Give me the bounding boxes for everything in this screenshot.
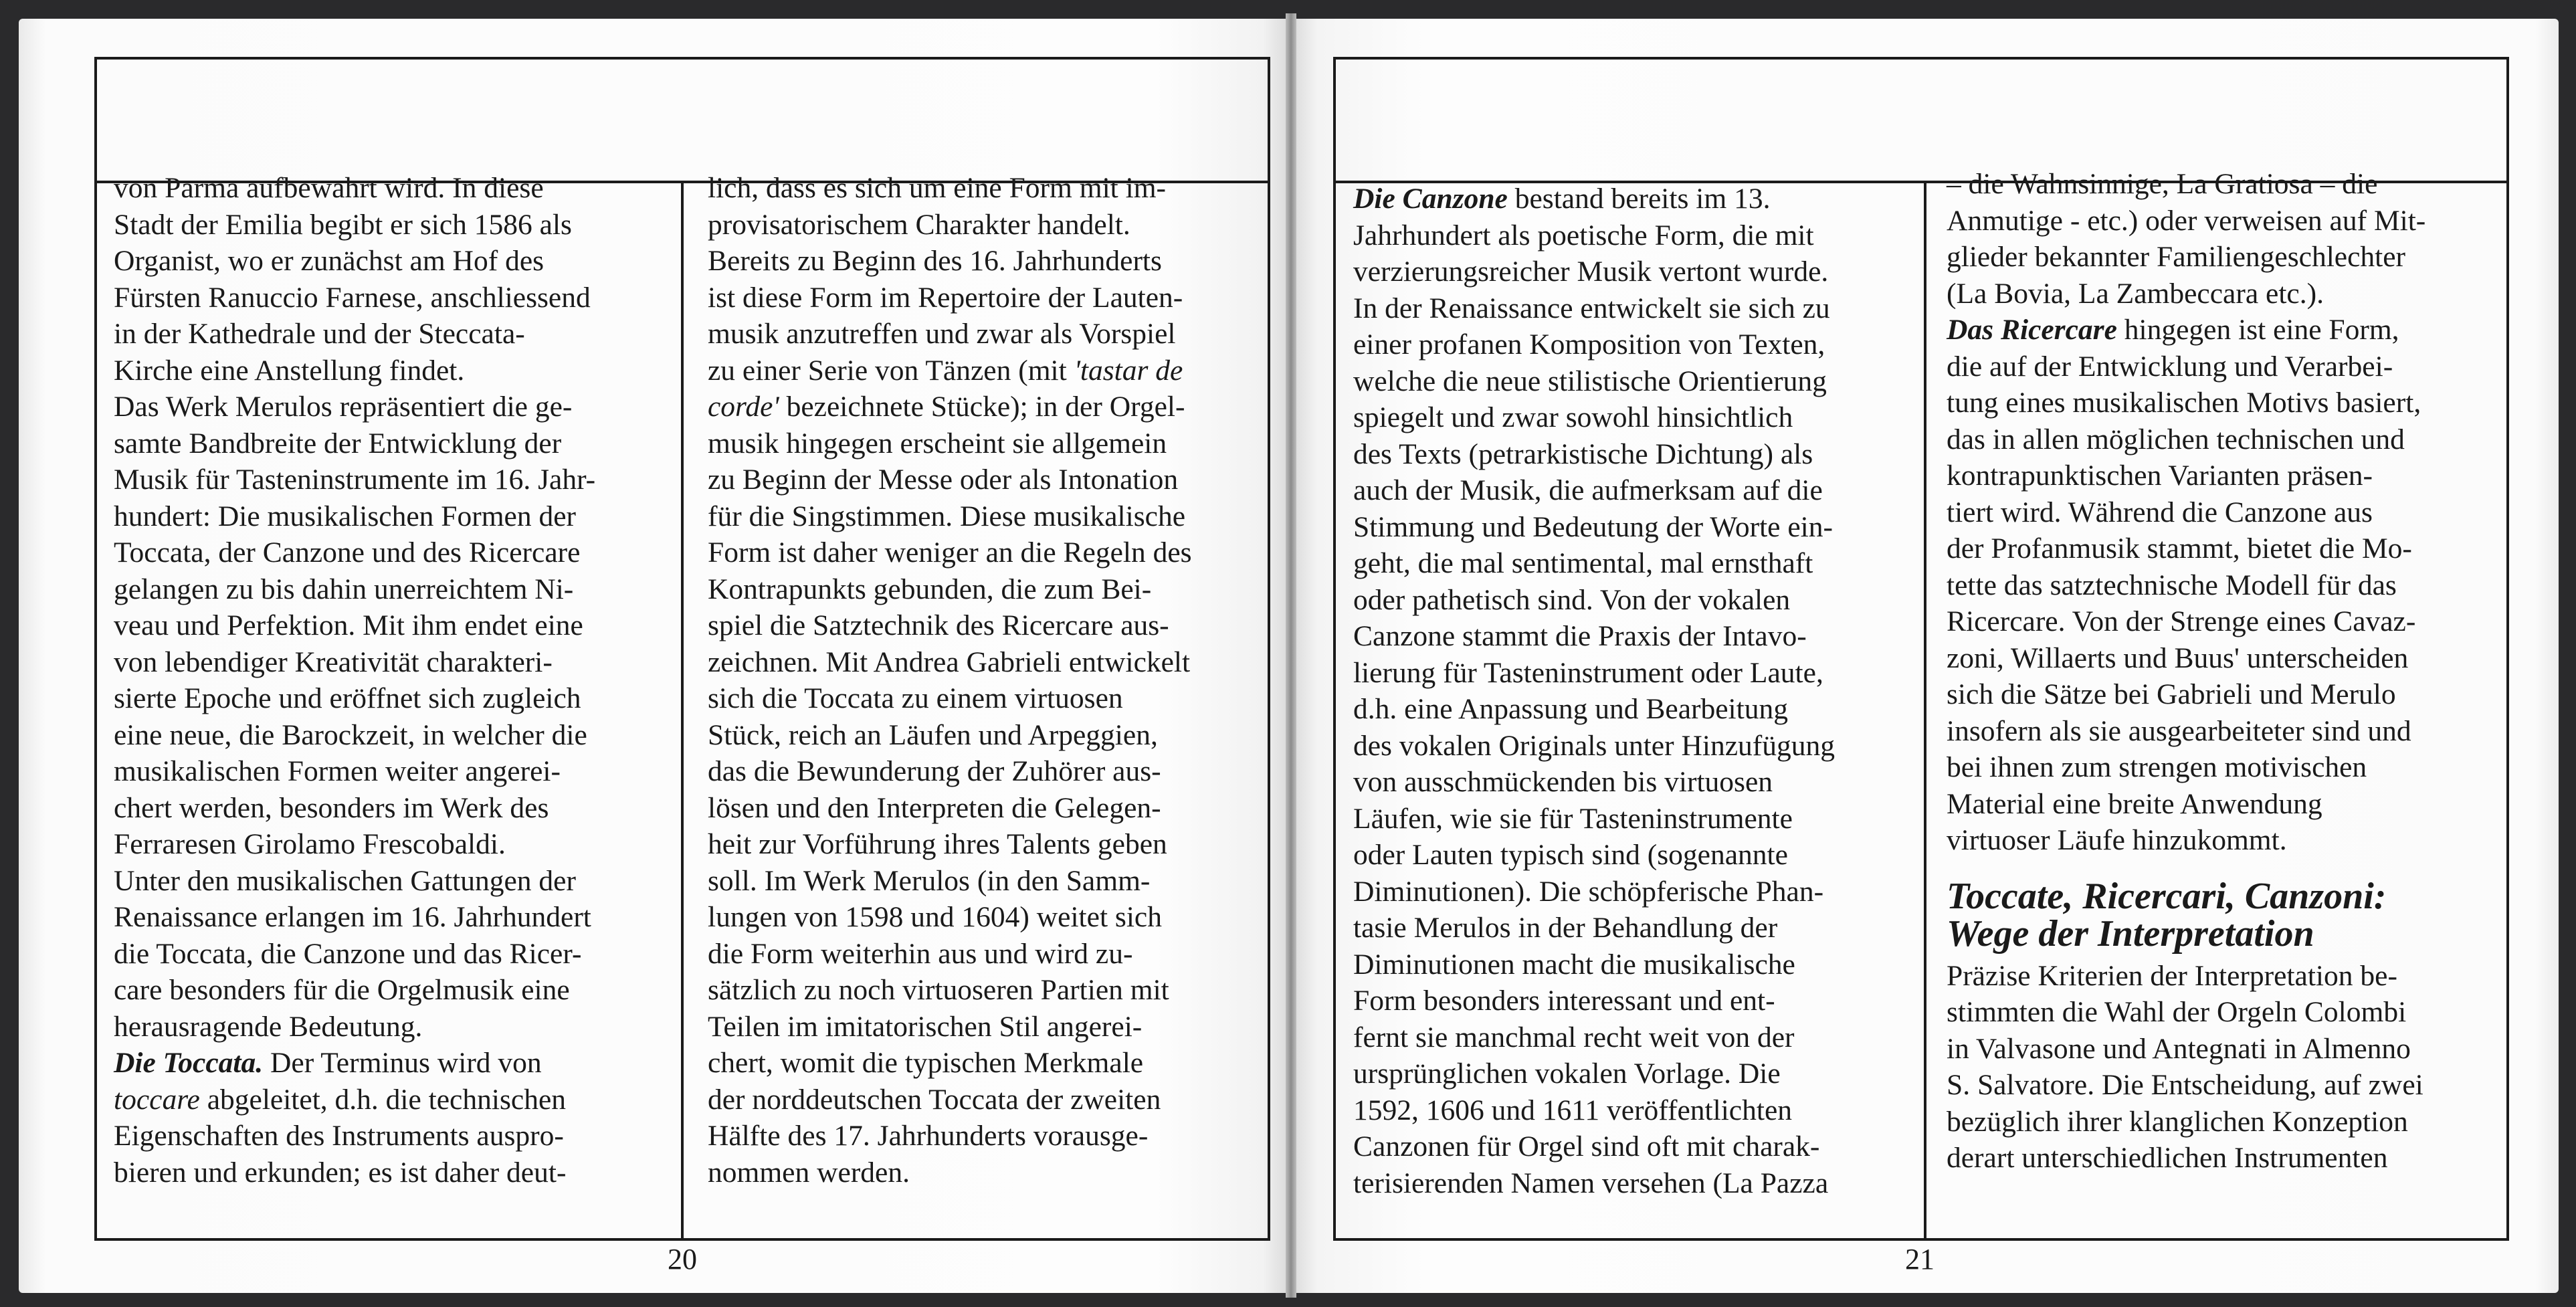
line-text: zu Beginn der Messe oder als Intonation: [708, 464, 1179, 496]
line-text: Musik für Tasteninstrumente im 16. Jahr-: [114, 464, 596, 496]
text-line: [1947, 786, 2502, 823]
line-text: Anmutige - etc.) oder verweisen auf Mit-: [1947, 204, 2426, 237]
italic-term: corde': [708, 391, 779, 423]
text-line: [708, 462, 1263, 498]
text-line: [1947, 958, 2502, 995]
line-text: glieder bekannter Familiengeschlechter: [1947, 241, 2406, 273]
text-line: [1947, 713, 2502, 750]
text-line: [1353, 181, 1918, 217]
section-lead: Das Ricercare: [1947, 314, 2117, 346]
line-text: von ausschmückenden bis virtuosen: [1353, 766, 1773, 798]
text-line: [1353, 691, 1918, 728]
text-line: [1353, 764, 1918, 801]
line-text: sich die Sätze bei Gabrieli und Merulo: [1947, 678, 2396, 710]
line-text: des vokalen Originals unter Hinzufügung: [1353, 729, 1836, 762]
text-line: [114, 316, 676, 353]
line-text: fernt sie manchmal recht weit von der: [1353, 1021, 1795, 1053]
text-line: [114, 207, 676, 243]
line-text: Das Werk Merulos repräsentiert die ge-: [114, 391, 573, 423]
line-text: Diminutionen). Die schöpferische Phan-: [1353, 875, 1824, 908]
text-line: [1947, 1104, 2502, 1140]
text-line: [114, 1154, 676, 1191]
line-text: Form ist daher weniger an die Regeln des: [708, 536, 1192, 569]
heading-spacer: [1947, 859, 2502, 878]
line-text: tasie Merulos in der Behandlung der: [1353, 912, 1778, 944]
line-text: Unter den musikalischen Gattungen der: [114, 864, 576, 897]
line-text: der Profanmusik stammt, bietet die Mo-: [1947, 532, 2412, 565]
line-text: welche die neue stilistische Orientierung: [1353, 365, 1827, 397]
text-line: [1353, 983, 1918, 1019]
text-line: [708, 170, 1263, 207]
line-text: sätzlich zu noch virtuoseren Partien mit: [708, 974, 1169, 1006]
text-line: [708, 207, 1263, 243]
text-line: [114, 607, 676, 644]
text-line: [1947, 603, 2502, 640]
line-text: heit zur Vorführung ihres Talents geben: [708, 828, 1167, 860]
line-text: von lebendiger Kreativität charakteri-: [114, 645, 553, 678]
text-line: [1947, 312, 2502, 348]
line-text: Hälfte des 17. Jahrhunderts vorausge-: [708, 1120, 1149, 1152]
text-line: [1353, 837, 1918, 874]
line-text: insofern als sie ausgearbeiteter sind und: [1947, 714, 2411, 747]
line-text: In der Renaissance entwickelt sie sich zu: [1353, 292, 1830, 324]
line-text: geht, die mal sentimental, mal ernsthaft: [1353, 547, 1813, 579]
section-lead: Die Toccata.: [114, 1047, 264, 1079]
text-line: [1353, 946, 1918, 983]
line-text: des Texts (petrarkistische Dichtung) als: [1353, 437, 1813, 470]
line-text: Canzone stammt die Praxis der Intavo-: [1353, 620, 1807, 652]
line-text: musik anzutreffen und zwar als Vorspiel: [708, 318, 1176, 350]
text-line: [708, 717, 1263, 754]
text-line: [1947, 494, 2502, 531]
line-text: care besonders für die Orgelmusik eine: [114, 974, 570, 1006]
left-page-column-2: [708, 170, 1263, 1191]
text-line: [708, 680, 1263, 717]
text-line: [1353, 436, 1918, 473]
line-text: einer profanen Komposition von Texten,: [1353, 328, 1825, 361]
text-line: [1353, 728, 1918, 765]
text-line: [114, 680, 676, 717]
line-text: hundert: Die musikalischen Formen der: [114, 500, 577, 532]
line-text: ist diese Form im Repertoire der Lauten-: [708, 281, 1183, 314]
line-text: das in allen möglichen technischen und: [1947, 423, 2405, 456]
text-line: [1947, 1140, 2502, 1177]
text-line: [708, 243, 1263, 280]
line-text: oder Lauten typisch sind (sogenannte: [1353, 839, 1788, 871]
text-line: [1353, 618, 1918, 655]
line-text: bestand bereits im 13.: [1507, 183, 1771, 215]
text-line: [114, 534, 676, 571]
line-text: lösen und den Interpreten die Gelegen-: [708, 791, 1161, 824]
text-line: [1353, 217, 1918, 254]
line-text: Präzise Kriterien der Interpretation be-: [1947, 959, 2397, 992]
line-text: derart unterschiedlichen Instrumenten: [1947, 1142, 2388, 1174]
text-line: [114, 1118, 676, 1154]
italic-term: toccare: [114, 1083, 200, 1116]
line-text: Bereits zu Beginn des 16. Jahrhunderts: [708, 245, 1162, 277]
text-line: [1947, 567, 2502, 604]
line-text: Kirche eine Anstellung findet.: [114, 354, 465, 387]
text-line: [708, 1082, 1263, 1118]
line-text: Material eine breite Anwendung: [1947, 787, 2322, 820]
line-text: zoni, Willaerts und Buus' unterscheiden: [1947, 641, 2409, 674]
line-text: chert werden, besonders im Werk des: [114, 791, 549, 824]
text-line: [708, 534, 1263, 571]
text-line: [1947, 994, 2502, 1031]
text-line: [1353, 326, 1918, 363]
line-text: bieren und erkunden; es ist daher deut-: [114, 1156, 567, 1189]
text-line: [1947, 1067, 2502, 1104]
text-line: [1353, 254, 1918, 290]
right-page-column-2: [1947, 166, 2502, 1177]
line-text: Eigenschaften des Instruments auspro-: [114, 1120, 564, 1152]
line-text: Canzonen für Orgel sind oft mit charak-: [1353, 1130, 1820, 1163]
text-line: [708, 644, 1263, 681]
text-line: [708, 389, 1263, 425]
line-text: Läufen, wie sie für Tasteninstrumente: [1353, 802, 1793, 835]
text-line: [1353, 399, 1918, 436]
right-column-divider: [1924, 181, 1926, 1241]
text-line: [1353, 509, 1918, 546]
line-text: Stück, reich an Läufen und Arpeggien,: [708, 718, 1158, 751]
line-text: in Valvasone und Antegnati in Almenno: [1947, 1032, 2411, 1065]
text-line: [1947, 640, 2502, 677]
text-line: [1353, 1165, 1918, 1202]
text-line: [114, 353, 676, 389]
line-text: der norddeutschen Toccata der zweiten: [708, 1083, 1161, 1116]
text-line: [1353, 472, 1918, 509]
line-text: Form besonders interessant und ent-: [1353, 985, 1775, 1017]
text-line: [114, 753, 676, 790]
line-text: Ferraresen Girolamo Frescobaldi.: [114, 828, 506, 860]
text-line: [1353, 874, 1918, 910]
text-line: [114, 571, 676, 608]
line-text: lungen von 1598 und 1604) weitet sich: [708, 901, 1162, 933]
line-text: tung eines musikalischen Motivs basiert,: [1947, 387, 2421, 419]
text-line: [1353, 582, 1918, 619]
text-line: [708, 899, 1263, 936]
line-text: samte Bandbreite der Entwicklung der: [114, 427, 562, 460]
booklet-spine: [1286, 13, 1296, 1298]
text-line: [1947, 421, 2502, 458]
line-text: tiert wird. Während die Canzone aus: [1947, 496, 2373, 528]
text-line: [114, 1009, 676, 1045]
text-line: [1947, 749, 2502, 786]
text-line: [1353, 1128, 1918, 1165]
line-text: virtuoser Läufe hinzukommt.: [1947, 824, 2287, 856]
text-line: [114, 498, 676, 535]
line-text: kontrapunktischen Varianten präsen-: [1947, 460, 2373, 492]
text-line: [708, 753, 1263, 790]
line-text: Ricercare. Von der Strenge eines Cavaz-: [1947, 605, 2416, 637]
text-line: [708, 353, 1263, 389]
text-line: [708, 571, 1263, 608]
line-text: 1592, 1606 und 1611 veröffentlichten: [1353, 1094, 1793, 1126]
line-text: veau und Perfektion. Mit ihm endet eine: [114, 609, 583, 641]
text-line: [114, 425, 676, 462]
line-text: sierte Epoche und eröffnet sich zugleich: [114, 682, 581, 714]
line-text: die Form weiterhin aus und wird zu-: [708, 937, 1133, 970]
line-text: lierung für Tasteninstrument oder Laute,: [1353, 656, 1823, 689]
line-text: Toccata, der Canzone und des Ricercare: [114, 536, 581, 569]
text-line: [708, 1045, 1263, 1082]
text-line: [708, 607, 1263, 644]
section-heading: Toccate, Ricercari, Canzoni:: [1947, 875, 2387, 917]
line-text: tette das satztechnische Modell für das: [1947, 569, 2397, 601]
text-line: [114, 170, 676, 207]
italic-term: 'tastar de: [1074, 354, 1183, 387]
text-line: [114, 863, 676, 900]
text-line: [708, 425, 1263, 462]
text-line: [114, 899, 676, 936]
line-text: spiel die Satztechnik des Ricercare aus-: [708, 609, 1169, 641]
text-line: [1947, 822, 2502, 859]
line-text: die auf der Entwicklung und Verarbei-: [1947, 350, 2393, 383]
line-text: chert, womit die typischen Merkmale: [708, 1047, 1144, 1079]
line-text: zu einer Serie von Tänzen (mit: [708, 354, 1074, 387]
text-line: [708, 1154, 1263, 1191]
page-number-right: 21: [1905, 1243, 1935, 1276]
text-line: [1353, 1019, 1918, 1056]
line-text: S. Salvatore. Die Entscheidung, auf zwei: [1947, 1069, 2423, 1101]
line-text: (La Bovia, La Zambeccara etc.).: [1947, 277, 2324, 310]
line-text: musik hingegen erscheint sie allgemein: [708, 427, 1167, 460]
section-heading: Wege der Interpretation: [1947, 912, 2314, 954]
text-line: [114, 1082, 676, 1118]
text-line: [1947, 458, 2502, 494]
line-text: Fürsten Ranuccio Farnese, anschliessend: [114, 281, 591, 314]
line-text: abgeleitet, d.h. die technischen: [199, 1083, 566, 1116]
line-text: d.h. eine Anpassung und Bearbeitung: [1353, 693, 1788, 725]
text-line: [114, 1045, 676, 1082]
line-text: – die Wahnsinnige, La Gratiosa – die: [1947, 168, 2378, 200]
text-line: [114, 644, 676, 681]
section-lead: Die Canzone: [1353, 183, 1508, 215]
text-line: [708, 1118, 1263, 1154]
line-text: spiegelt und zwar sowohl hinsichtlich: [1353, 401, 1793, 433]
line-text: Diminutionen macht die musikalische: [1353, 948, 1795, 981]
text-line: [1947, 239, 2502, 276]
line-text: gelangen zu bis dahin unerreichtem Ni-: [114, 573, 574, 605]
line-text: Organist, wo er zunächst am Hof des: [114, 245, 544, 277]
text-line: [1947, 385, 2502, 421]
line-text: das die Bewunderung der Zuhörer aus-: [708, 755, 1161, 787]
line-text: für die Singstimmen. Diese musikalische: [708, 500, 1186, 532]
text-line: [1353, 655, 1918, 692]
line-text: von Parma aufbewahrt wird. In diese: [114, 172, 544, 204]
left-page-column-1: [114, 170, 676, 1191]
text-line: [1353, 363, 1918, 400]
text-line: [708, 863, 1263, 900]
text-line: [1947, 530, 2502, 567]
text-line: [114, 243, 676, 280]
text-line: [114, 972, 676, 1009]
line-text: Renaissance erlangen im 16. Jahrhundert: [114, 901, 591, 933]
text-line: [1353, 290, 1918, 327]
text-line: [1947, 1031, 2502, 1068]
text-line: [114, 280, 676, 316]
line-text: Jahrhundert als poetische Form, die mit: [1353, 219, 1814, 252]
line-text: Stadt der Emilia begibt er sich 1586 als: [114, 208, 572, 241]
line-text: lich, dass es sich um eine Form mit im-: [708, 172, 1167, 204]
text-line: [114, 462, 676, 498]
text-line: [1353, 1092, 1918, 1129]
line-text: herausragende Bedeutung.: [114, 1010, 423, 1043]
text-line: [708, 936, 1263, 973]
line-text: eine neue, die Barockzeit, in welcher die: [114, 718, 587, 751]
line-text: die Toccata, die Canzone und das Ricer-: [114, 937, 582, 970]
text-line: [114, 936, 676, 973]
line-text: bezeichnete Stücke); in der Orgel-: [779, 391, 1185, 423]
page-number-left: 20: [668, 1243, 697, 1276]
right-page-column-1: [1353, 181, 1918, 1201]
line-text: auch der Musik, die aufmerksam auf die: [1353, 474, 1823, 506]
text-line: [708, 316, 1263, 353]
text-line: [114, 790, 676, 827]
text-line: [708, 972, 1263, 1009]
line-text: hingegen ist eine Form,: [2116, 314, 2399, 346]
text-line: [708, 826, 1263, 863]
text-line: [1353, 545, 1918, 582]
line-text: oder pathetisch sind. Von der vokalen: [1353, 583, 1791, 616]
line-text: provisatorischem Charakter handelt.: [708, 208, 1130, 241]
text-line: [1353, 801, 1918, 837]
text-line: [708, 280, 1263, 316]
text-line: [114, 389, 676, 425]
left-column-divider: [681, 181, 684, 1241]
line-text: zeichnen. Mit Andrea Gabrieli entwickelt: [708, 645, 1191, 678]
text-line: [1353, 910, 1918, 946]
line-text: verzierungsreicher Musik vertont wurde.: [1353, 256, 1829, 288]
line-text: in der Kathedrale und der Steccata-: [114, 318, 525, 350]
line-text: bei ihnen zum strengen motivischen: [1947, 751, 2367, 783]
line-text: nommen werden.: [708, 1156, 910, 1189]
text-line: [708, 498, 1263, 535]
line-text: bezüglich ihrer klanglichen Konzeption: [1947, 1105, 2408, 1138]
text-line: [708, 1009, 1263, 1045]
line-text: Teilen im imitatorischen Stil angerei-: [708, 1010, 1143, 1043]
line-text: Kontrapunkts gebunden, die zum Bei-: [708, 573, 1152, 605]
text-line: [1947, 166, 2502, 203]
line-text: soll. Im Werk Merulos (in den Samm-: [708, 864, 1151, 897]
text-line: [1947, 348, 2502, 385]
line-text: Stimmung und Bedeutung der Worte ein-: [1353, 510, 1833, 543]
line-text: ursprünglichen vokalen Vorlage. Die: [1353, 1058, 1781, 1090]
text-line: [1353, 1055, 1918, 1092]
text-line: [1947, 676, 2502, 713]
line-text: sich die Toccata zu einem virtuosen: [708, 682, 1123, 714]
text-line: [1947, 276, 2502, 312]
line-text: terisierenden Namen versehen (La Pazza: [1353, 1167, 1829, 1199]
text-line: [114, 826, 676, 863]
line-text: Der Terminus wird von: [263, 1047, 542, 1079]
line-text: stimmten die Wahl der Orgeln Colombi: [1947, 996, 2407, 1028]
text-line: [1947, 203, 2502, 239]
text-line: [114, 717, 676, 754]
line-text: musikalischen Formen weiter angerei-: [114, 755, 561, 787]
text-line: [708, 790, 1263, 827]
